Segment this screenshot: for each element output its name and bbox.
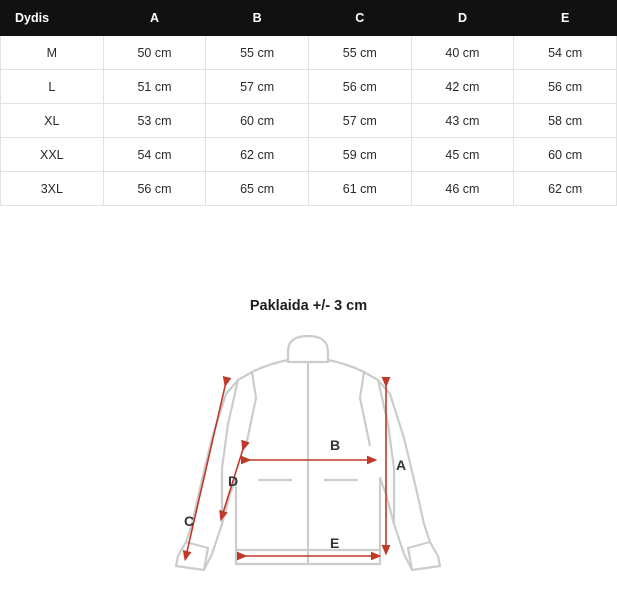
column-header-e: E — [514, 1, 617, 36]
cell-e: 54 cm — [514, 36, 617, 70]
column-header-size: Dydis — [1, 1, 104, 36]
label-e: E — [330, 535, 340, 551]
column-header-a: A — [103, 1, 206, 36]
cell-size: XL — [1, 104, 104, 138]
cell-a: 53 cm — [103, 104, 206, 138]
cell-d: 42 cm — [411, 70, 514, 104]
cell-size: 3XL — [1, 172, 104, 206]
label-c: C — [184, 513, 195, 529]
label-d: D — [228, 473, 239, 489]
diagram-title: Paklaida +/- 3 cm — [249, 298, 368, 314]
cell-e: 56 cm — [514, 70, 617, 104]
table-row — [1, 172, 617, 206]
jacket-illustration — [0, 328, 617, 598]
cell-c: 59 cm — [308, 138, 411, 172]
cell-b: 55 cm — [206, 36, 309, 70]
cell-a: 50 cm — [103, 36, 206, 70]
cell-b: 60 cm — [206, 104, 309, 138]
cell-d: 45 cm — [411, 138, 514, 172]
cell-b: 57 cm — [206, 70, 309, 104]
cell-a: 56 cm — [103, 172, 206, 206]
measurement-arrows — [186, 382, 386, 556]
cell-e: 62 cm — [514, 172, 617, 206]
jacket-outline — [176, 336, 440, 570]
cell-a: 51 cm — [103, 70, 206, 104]
measurement-diagram — [0, 206, 617, 606]
cell-a: 54 cm — [103, 138, 206, 172]
size-table — [0, 0, 617, 206]
table-header-row — [1, 1, 617, 36]
cell-d: 40 cm — [411, 36, 514, 70]
table-row — [1, 138, 617, 172]
cell-d: 43 cm — [411, 104, 514, 138]
cell-b: 62 cm — [206, 138, 309, 172]
cell-c: 57 cm — [308, 104, 411, 138]
cell-size: L — [1, 70, 104, 104]
cell-b: 65 cm — [206, 172, 309, 206]
size-table-head — [1, 1, 617, 36]
column-header-b: B — [206, 1, 309, 36]
cell-e: 58 cm — [514, 104, 617, 138]
column-header-d: D — [411, 1, 514, 36]
cell-size: M — [1, 36, 104, 70]
cell-e: 60 cm — [514, 138, 617, 172]
cell-c: 61 cm — [308, 172, 411, 206]
cell-d: 46 cm — [411, 172, 514, 206]
cell-c: 56 cm — [308, 70, 411, 104]
column-header-c: C — [308, 1, 411, 36]
cell-c: 55 cm — [308, 36, 411, 70]
table-row — [1, 104, 617, 138]
label-b: B — [330, 437, 341, 453]
table-row — [1, 36, 617, 70]
size-table-body — [1, 36, 617, 206]
label-a: A — [396, 457, 407, 473]
cell-size: XXL — [1, 138, 104, 172]
table-row — [1, 70, 617, 104]
